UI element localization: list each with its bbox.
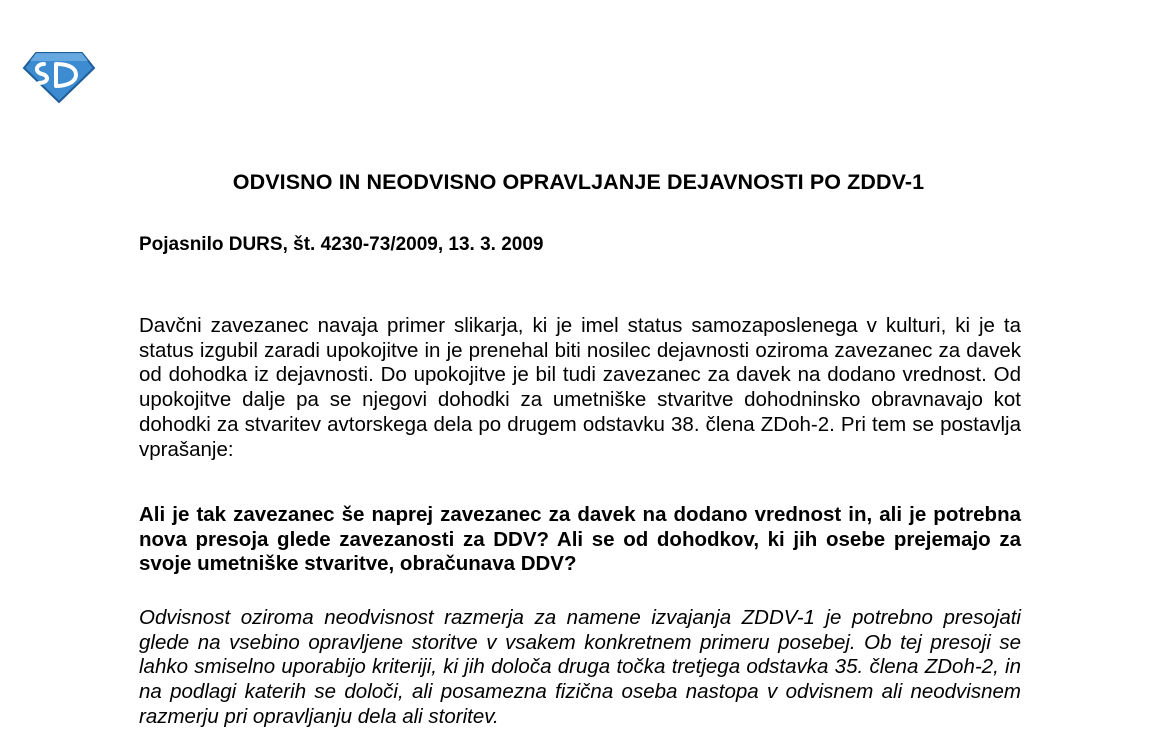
question-paragraph: Ali je tak zavezanec še naprej zavezanec za davek na dodano vrednost in, ali je potrebna nova presoja glede zavezanosti za DDV? Ali se od dohodkov, ki jih osebe prejemajo za svoje umetniške stvaritve, obračunava DDV? (139, 503, 1021, 576)
answer-paragraph: Odvisnost oziroma neodvisnost razmerja za namene izvajanja ZDDV-1 je potrebno presojati glede na vsebino opravljene storitve v vsakem konkretnem primeru posebej. Ob tej presoji se lahko smiselno uporabijo kriteriji, ki jih določa druga točka tretjega odstavka 35. člena ZDoh-2, in na podlagi katerih se določi, ali posamezna fizična oseba nastopa v odvisnem ali neodvisnem razmerju pri opravljanju dela ali storitev. (139, 606, 1021, 728)
document-title: ODVISNO IN NEODVISNO OPRAVLJANJE DEJAVNOSTI PO ZDDV-1 (232, 170, 925, 194)
intro-paragraph: Davčni zavezanec navaja primer slikarja, ki je imel status samozaposlenega v kulturi, ki je ta status izgubil zaradi upokojitve in je prenehal biti nosilec dejavnosti oziroma zavezanec za davek od dohodka iz dejavnosti. Do upokojitve je bil tudi zavezanec za davek na dodano vrednost. Od upokojitve dalje pa se njegovi dohodki za umetniške stvaritve dohodninsko obravnavajo kot dohodki za stvaritev avtorskega dela po drugem odstavku 38. člena ZDoh-2. Pri tem se postavlja vprašanje: (139, 314, 1021, 461)
document-subtitle: Pojasnilo DURS, št. 4230-73/2009, 13. 3. 2009 (139, 234, 544, 255)
company-logo (22, 50, 96, 104)
sd-diamond-logo-icon (22, 50, 96, 104)
